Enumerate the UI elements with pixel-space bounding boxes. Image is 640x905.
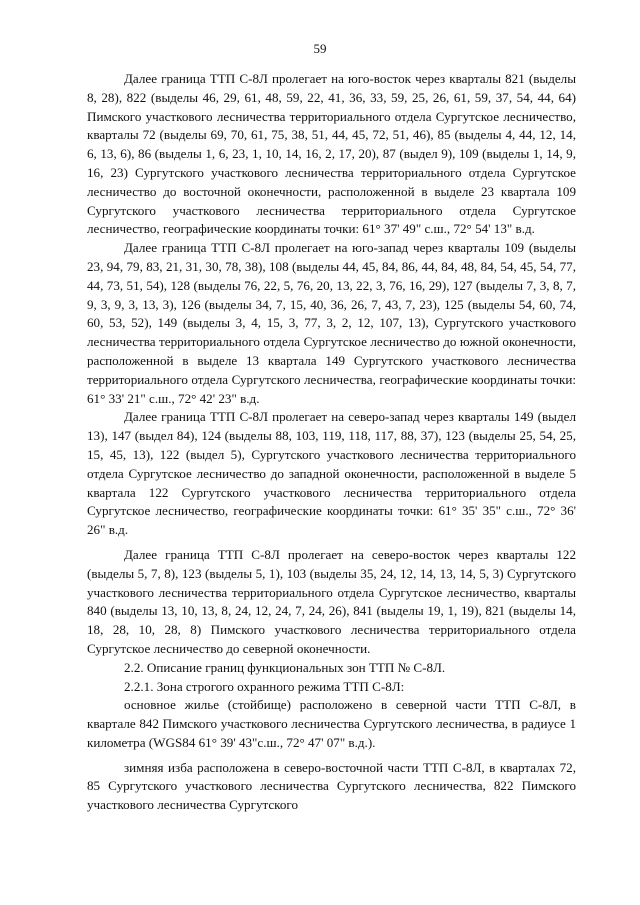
subsection-heading-strict-protection-zone: 2.2.1. Зона строгого охранного режима ТТП С-8Л: [124, 678, 405, 694]
paragraph-winter-hut: зимняя изба расположена в северо-восточной части ТТП С-8Л, в кварталах 72, 85 Сургутского участкового лесничества Сургутского лесничества, 822 Пимского участкового лесничества Сургутского [87, 759, 576, 813]
paragraph-southeast-boundary: Далее граница ТТП С-8Л пролегает на юго-восток через кварталы 821 (выделы 8, 28), 822 (выделы 46, 29, 61, 48, 59, 22, 41, 36, 33, 59, 25, 26, 61, 59, 37, 54, 44, 64) Пимского участкового лесничества территориального отдела Сургутское лесничество, кварталы 72 (выделы 69, 70, 61, 75, 38, 51, 44, 45, 72, 51, 46), 85 (выделы 4, 44, 12, 14, 6, 13, 6), 86 (выделы 1, 6, 23, 1, 10, 14, 16, 2, 17, 20), 87 (выдел 9), 109 (выделы 1, 14, 9, 16, 23) Сургутского участкового лесничества территориального отдела Сургутское лесничество до восточной оконечности, расположенной в выделе 23 квартала 109 Сургутского участкового лесничества территориального отдела Сургутское лесничество, географические координаты точки: 61° 37' 49" с.ш., 72° 54' 13" в.д. [87, 71, 576, 237]
paragraph-southwest-boundary: Далее граница ТТП С-8Л пролегает на юго-запад через кварталы 109 (выделы 23, 94, 79, 83, 21, 31, 30, 78, 38), 108 (выделы 44, 45, 84, 86, 44, 84, 48, 84, 54, 45, 54, 77, 44, 73, 51, 54), 128 (выделы 76, 22, 5, 76, 20, 13, 22, 3, 76, 16, 29), 127 (выделы 7, 3, 8, 7, 9, 3, 9, 3, 13, 3), 126 (выделы 34, 7, 15, 40, 36, 26, 7, 43, 7, 23), 125 (выделы 54, 60, 74, 60, 53, 52), 149 (выделы 3, 4, 15, 3, 77, 3, 2, 12, 107, 13), Сургутского участкового лесничества территориального отдела Сургутское лесничество до южной оконечности, расположенной в выделе 13 квартала 149 Сургутского участкового лесничества территориального отдела Сургутского лесничества, географические координаты точки: 61° 33' 21" с.ш., 72° 42' 23" в.д. [87, 240, 576, 406]
document-body [87, 70, 576, 815]
page-number: 59 [313, 41, 327, 56]
paragraph-northeast-boundary: Далее граница ТТП С-8Л пролегает на северо-восток через кварталы 122 (выделы 5, 7, 8), 123 (выделы 5, 1), 103 (выделы 35, 24, 12, 14, 13, 14, 5, 3) Сургутского участкового лесничества территориального отдела Сургутское лесничество, кварталы 840 (выделы 13, 10, 13, 8, 24, 12, 24, 7, 24, 26), 841 (выделы 19, 1, 19), 821 (выделы 14, 18, 28, 10, 28, 8) Пимского участкового лесничества территориального отдела Сургутское лесничество до северной оконечности. [87, 546, 576, 656]
section-heading-functional-zones: 2.2. Описание границ функциональных зон ТТП № С-8Л. [124, 659, 446, 675]
paragraph-northwest-boundary: Далее граница ТТП С-8Л пролегает на северо-запад через кварталы 149 (выдел 13), 147 (выдел 84), 124 (выделы 88, 103, 119, 118, 117, 88, 37), 123 (выделы 25, 54, 25, 15, 45, 13), 122 (выдел 5), Сургутского участкового лесничества территориального отдела Сургутское лесничество до западной оконечности, расположенной в выделе 5 квартала 122 Сургутского участкового лесничества территориального отдела Сургутское лесничество, географические координаты точки: 61° 35' 35" с.ш., 72° 36' 26" в.д. [87, 409, 576, 538]
paragraph-main-dwelling: основное жилье (стойбище) расположено в северной части ТТП С-8Л, в квартале 842 Пимского участкового лесничества Сургутского лесничества, в радиусе 1 километра (WGS84 61° 39' 43"с.ш., 72° 47' 07" в.д.). [87, 697, 576, 750]
